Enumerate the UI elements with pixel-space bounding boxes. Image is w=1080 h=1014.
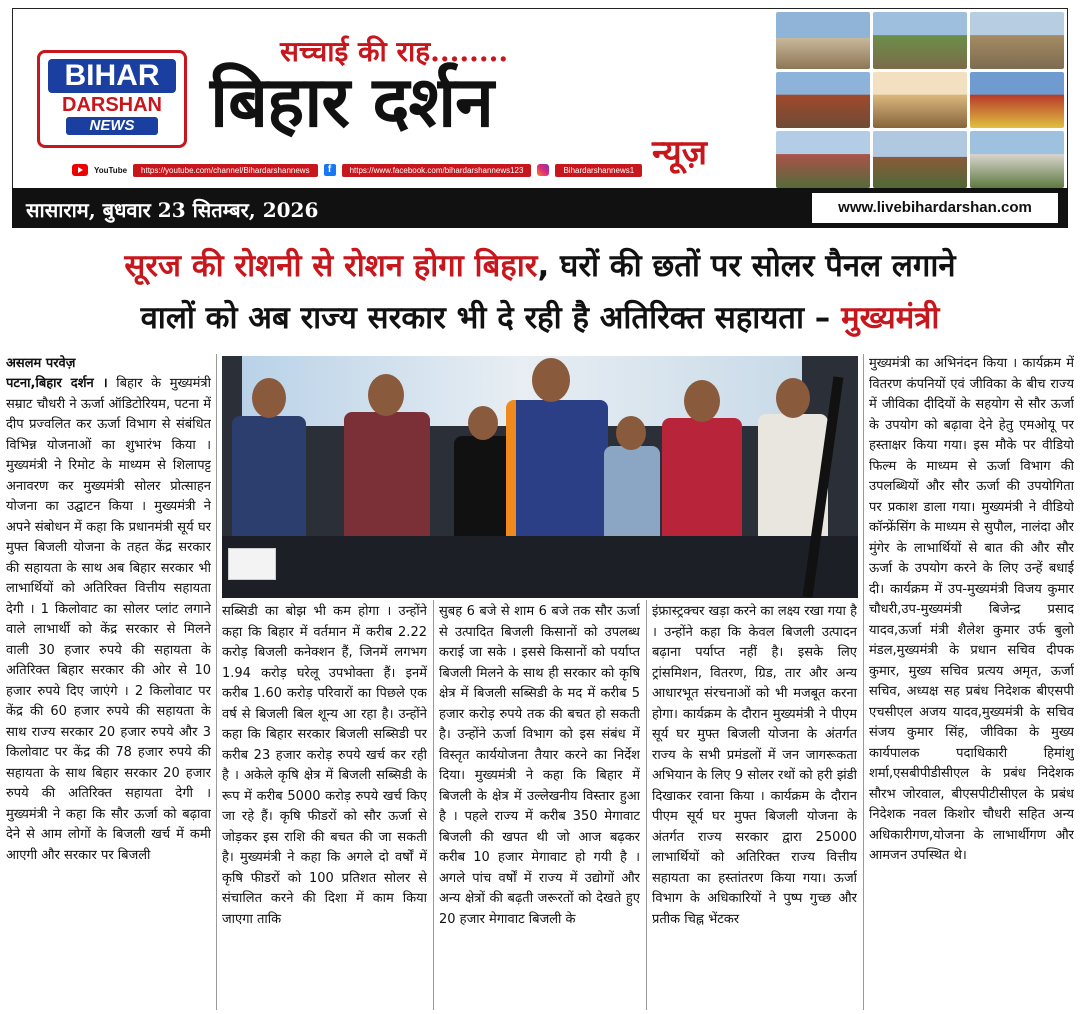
date-bar: [12, 188, 1068, 228]
youtube-icon: [72, 164, 88, 176]
logo-line-1: BIHAR: [48, 59, 176, 93]
photo-person-head: [532, 358, 570, 402]
article-column-1: [6, 374, 211, 1010]
headline-line-2: [0, 292, 1080, 344]
heritage-photo: [970, 131, 1064, 188]
heritage-photo: [776, 72, 870, 129]
heritage-photo: [873, 12, 967, 69]
event-photo: [222, 356, 858, 598]
headline-red-part: सूरज की रोशनी से रोशन होगा बिहार: [124, 248, 538, 284]
photo-person-head: [616, 416, 646, 450]
article-column-3: सुबह 6 बजे से शाम 6 बजे तक सौर ऊर्जा से उत्पादित बिजली किसानों को उपलब्ध कराई जा सके । इससे किसानों को पर्याप्त बिजली मिलने के साथ ही सरकार को कृषि क्षेत्र में बिजली सब्सिडी के मद में करीब 5 हजार करोड़ रुपये तक की बचत हो सकती है। उन्होंने ऊर्जा विभाग को इस संबंध में विस्तृत कार्ययोजना तैयार करने का निर्देश दिया। मुख्यमंत्री ने कहा कि बिहार में बिजली के क्षेत्र में उल्लेखनीय विस्तार हुआ है । पहले राज्य में करीब 350 मेगावाट बिजली की खपत थी जो आज बढ़कर करीब 10 हजार मेगावाट हो गयी है । अगले पांच वर्षों में राज्य में उद्योगों और अन्य क्षेत्रों की बढ़ती जरूरतों को देखते हुए 20 हजार मेगावाट बिजली के: [439, 604, 640, 927]
tagline: सच्चाई की राह........: [280, 35, 509, 68]
facebook-link[interactable]: https://www.facebook.com/bihardarshannews123: [342, 164, 532, 177]
headline-line-1: [0, 240, 1080, 292]
issue-date: सासाराम, बुधवार 23 सितम्बर, 2026: [26, 198, 319, 222]
masthead: [12, 8, 1068, 230]
headline-rest: , घरों की छतों पर सोलर पैनल लगाने: [537, 248, 956, 284]
photo-person-head: [368, 374, 404, 416]
photo-stage-desk: [222, 536, 858, 598]
logo-line-3: NEWS: [66, 117, 158, 135]
column-divider: [646, 600, 647, 1010]
photo-person-head: [468, 406, 498, 440]
column-divider: [216, 354, 217, 1010]
photo-person-head: [684, 380, 720, 422]
byline: असलम परवेज़: [6, 356, 76, 371]
article-dateline: पटना,बिहार दर्शन ।: [6, 376, 108, 391]
heritage-photo: [970, 12, 1064, 69]
photo-name-plate: [228, 548, 276, 580]
heritage-photo: [873, 72, 967, 129]
instagram-icon: [537, 164, 549, 176]
bihar-darshan-logo: [37, 50, 187, 148]
heritage-photo: [873, 131, 967, 188]
instagram-link[interactable]: Bihardarshannews1: [555, 164, 642, 177]
social-links-bar: [72, 158, 772, 182]
facebook-icon: f: [324, 164, 336, 176]
photo-person-head: [252, 378, 286, 418]
newspaper-subtitle: न्यूज़: [652, 133, 707, 173]
heritage-photo-collage: [776, 12, 1064, 188]
headline-line-2-text: वालों को अब राज्य सरकार भी दे रही है अतिरिक्त सहायता –: [140, 300, 842, 336]
logo-line-2: DARSHAN: [62, 94, 162, 116]
headline-line-2-red: मुख्यमंत्री: [841, 300, 940, 336]
article-column-1-text: बिहार के मुख्यमंत्री सम्राट चौधरी ने ऊर्जा ऑडिटोरियम, पटना में दीप प्रज्वलित कर ऊर्जा विभाग से संबंधित विभिन्न योजनाओं का शुभारंभ किया । मुख्यमंत्री ने रिमोट के माध्यम से शिलापट्ट अनावरण कर मुख्यमंत्री सोलर प्रोत्साहन योजना का उद्घाटन किया । मुख्यमंत्री ने अपने संबोधन में कहा कि प्रधानमंत्री सूर्य घर मुफ्त बिजली योजना के तहत केंद्र सरकार की सहायता के साथ अब बिहार सरकार भी लाभार्थियों को अतिरिक्त वित्तीय सहायता देगी । 1 किलोवाट का सोलर प्लांट लगाने वाले लाभार्थी को केंद्र सरकार से मिलने वाली 30 हजार रुपये की सहायता के अतिरिक्त बिहार सरकार की ओर से 10 हजार रुपये दिए जाएंगे । 2 किलोवाट पर केंद्र की 60 हजार रुपये की सहायता के साथ राज्य सरकार 20 हजार रुपये और 3 किलोवाट पर केंद्र की 78 हजार रुपये की सहायता के साथ बिहार सरकार 20 हजार रुपये की अतिरिक्त सहायता देगी । मुख्यमंत्री ने कहा कि सौर ऊर्जा को बढ़ावा देने से आम लोगों के बिजली खर्च में कमी आएगी और सरकार पर बिजली: [6, 376, 211, 863]
article-column-4: इंफ्रास्ट्रक्चर खड़ा करने का लक्ष्य रखा गया है । उन्होंने कहा कि केवल बिजली उत्पादन बढ़ाना पर्याप्त नहीं है। इसके लिए ट्रांसमिशन, वितरण, ग्रिड, तार और अन्य आधारभूत संरचनाओं को भी मजबूत करना होगा। कार्यक्रम के दौरान मुख्यमंत्री ने पीएम सूर्य घर मुफ्त बिजली योजना के अंतर्गत राज्य के सभी प्रमंडलों में जन जागरूकता अभियान के लिए 9 सोलर रथों को हरी झंडी दिखाकर रवाना किया । कार्यक्रम के दौरान पीएम सूर्य घर मुफ्त बिजली योजना के अंतर्गत राज्य सरकार द्वारा 25000 लाभार्थियों को अतिरिक्त राज्य वित्तीय सहायता का हस्तांतरण किया गया। ऊर्जा विभाग के अधिकारियों ने पुष्प गुच्छ और प्रतीक चिह्न भेंटकर: [652, 604, 857, 927]
article-headline: [0, 240, 1080, 344]
article-column-5: मुख्यमंत्री का अभिनंदन किया । कार्यक्रम में वितरण कंपनियों एवं जीविका के बीच राज्य में जीविका दीदियों के सहयोग से सौर ऊर्जा के उपयोग को बढ़ावा देने हेतु एमओयू पर हस्ताक्षर किया गया। इस मौके पर वीडियो फिल्म के माध्यम से ऊर्जा विभाग की उपलब्धियों और सौर ऊर्जा की उपयोगिता पर प्रकाश डाला गया। मुख्यमंत्री ने वीडियो कॉन्फ्रेंसिंग के माध्यम से सुपौल, नालंदा और मुंगेर के लाभार्थियों से बात की और सौर ऊर्जा के उपयोग करने के लिए उन्हें बधाई दी। कार्यक्रम में उप-मुख्यमंत्री विजय कुमार चौधरी,उप-मुख्यमंत्री बिजेन्द्र प्रसाद यादव,ऊर्जा मंत्री शैलेश कुमार उर्फ बुलो मंडल,मुख्यमंत्री के प्रधान सचिव दीपक कुमार, मुख्य सचिव प्रत्यय अमृत, ऊर्जा सचिव, अध्यक्ष सह प्रबंध निदेशक बीएसपी एचसीएल अजय यादव,मुख्यमंत्री के सचिव संजय कुमार सिंह, जीविका के मुख्य कार्यपालक पदाधिकारी हिमांशु शर्मा,एसबीपीडीसीएल के प्रबंध निदेशक सौरभ जोरवाल, बीएसपीटीसीएल के प्रबंध निदेशक नवल किशोर चौधरी सहित अन्य अधिकारीगण,योजना के लाभार्थीगण और आमजन उपस्थित थे।: [869, 356, 1074, 863]
heritage-photo: [776, 131, 870, 188]
heritage-photo: [776, 12, 870, 69]
youtube-link[interactable]: https://youtube.com/channel/Bihardarshannews: [133, 164, 318, 177]
column-divider: [433, 600, 434, 1010]
website-link[interactable]: www.livebihardarshan.com: [812, 193, 1058, 223]
newspaper-title: बिहार दर्शन: [210, 61, 494, 143]
photo-person-head: [776, 378, 810, 418]
youtube-label: YouTube: [94, 165, 128, 175]
heritage-photo: [970, 72, 1064, 129]
article-column-2: सब्सिडी का बोझ भी कम होगा । उन्होंने कहा कि बिहार में वर्तमान में करीब 2.22 करोड़ बिजली कनेक्शन हैं, जिनमें लगभग 1.94 करोड़ घरेलू उपभोक्ता हैं। इनमें करीब 1.60 करोड़ परिवारों का पिछले एक वर्ष से बिजली बिल शून्य आ रहा है। उन्होंने कहा कि बिहार सरकार बिजली सब्सिडी पर करीब 23 हजार करोड़ रुपये खर्च कर रही है । अकेले कृषि क्षेत्र में बिजली सब्सिडी के रूप में करीब 5000 करोड़ रुपये खर्च किए जा रहे हैं। कृषि फीडरों को सौर ऊर्जा से जोड़कर इस राशि की बचत की जा सकती है। मुख्यमंत्री ने कहा कि अगले दो वर्षों में कृषि फीडरों को 100 प्रतिशत सोलर से संचालित करने की दिशा में काम किया जाएगा ताकि: [222, 604, 427, 927]
column-divider: [863, 354, 864, 1010]
